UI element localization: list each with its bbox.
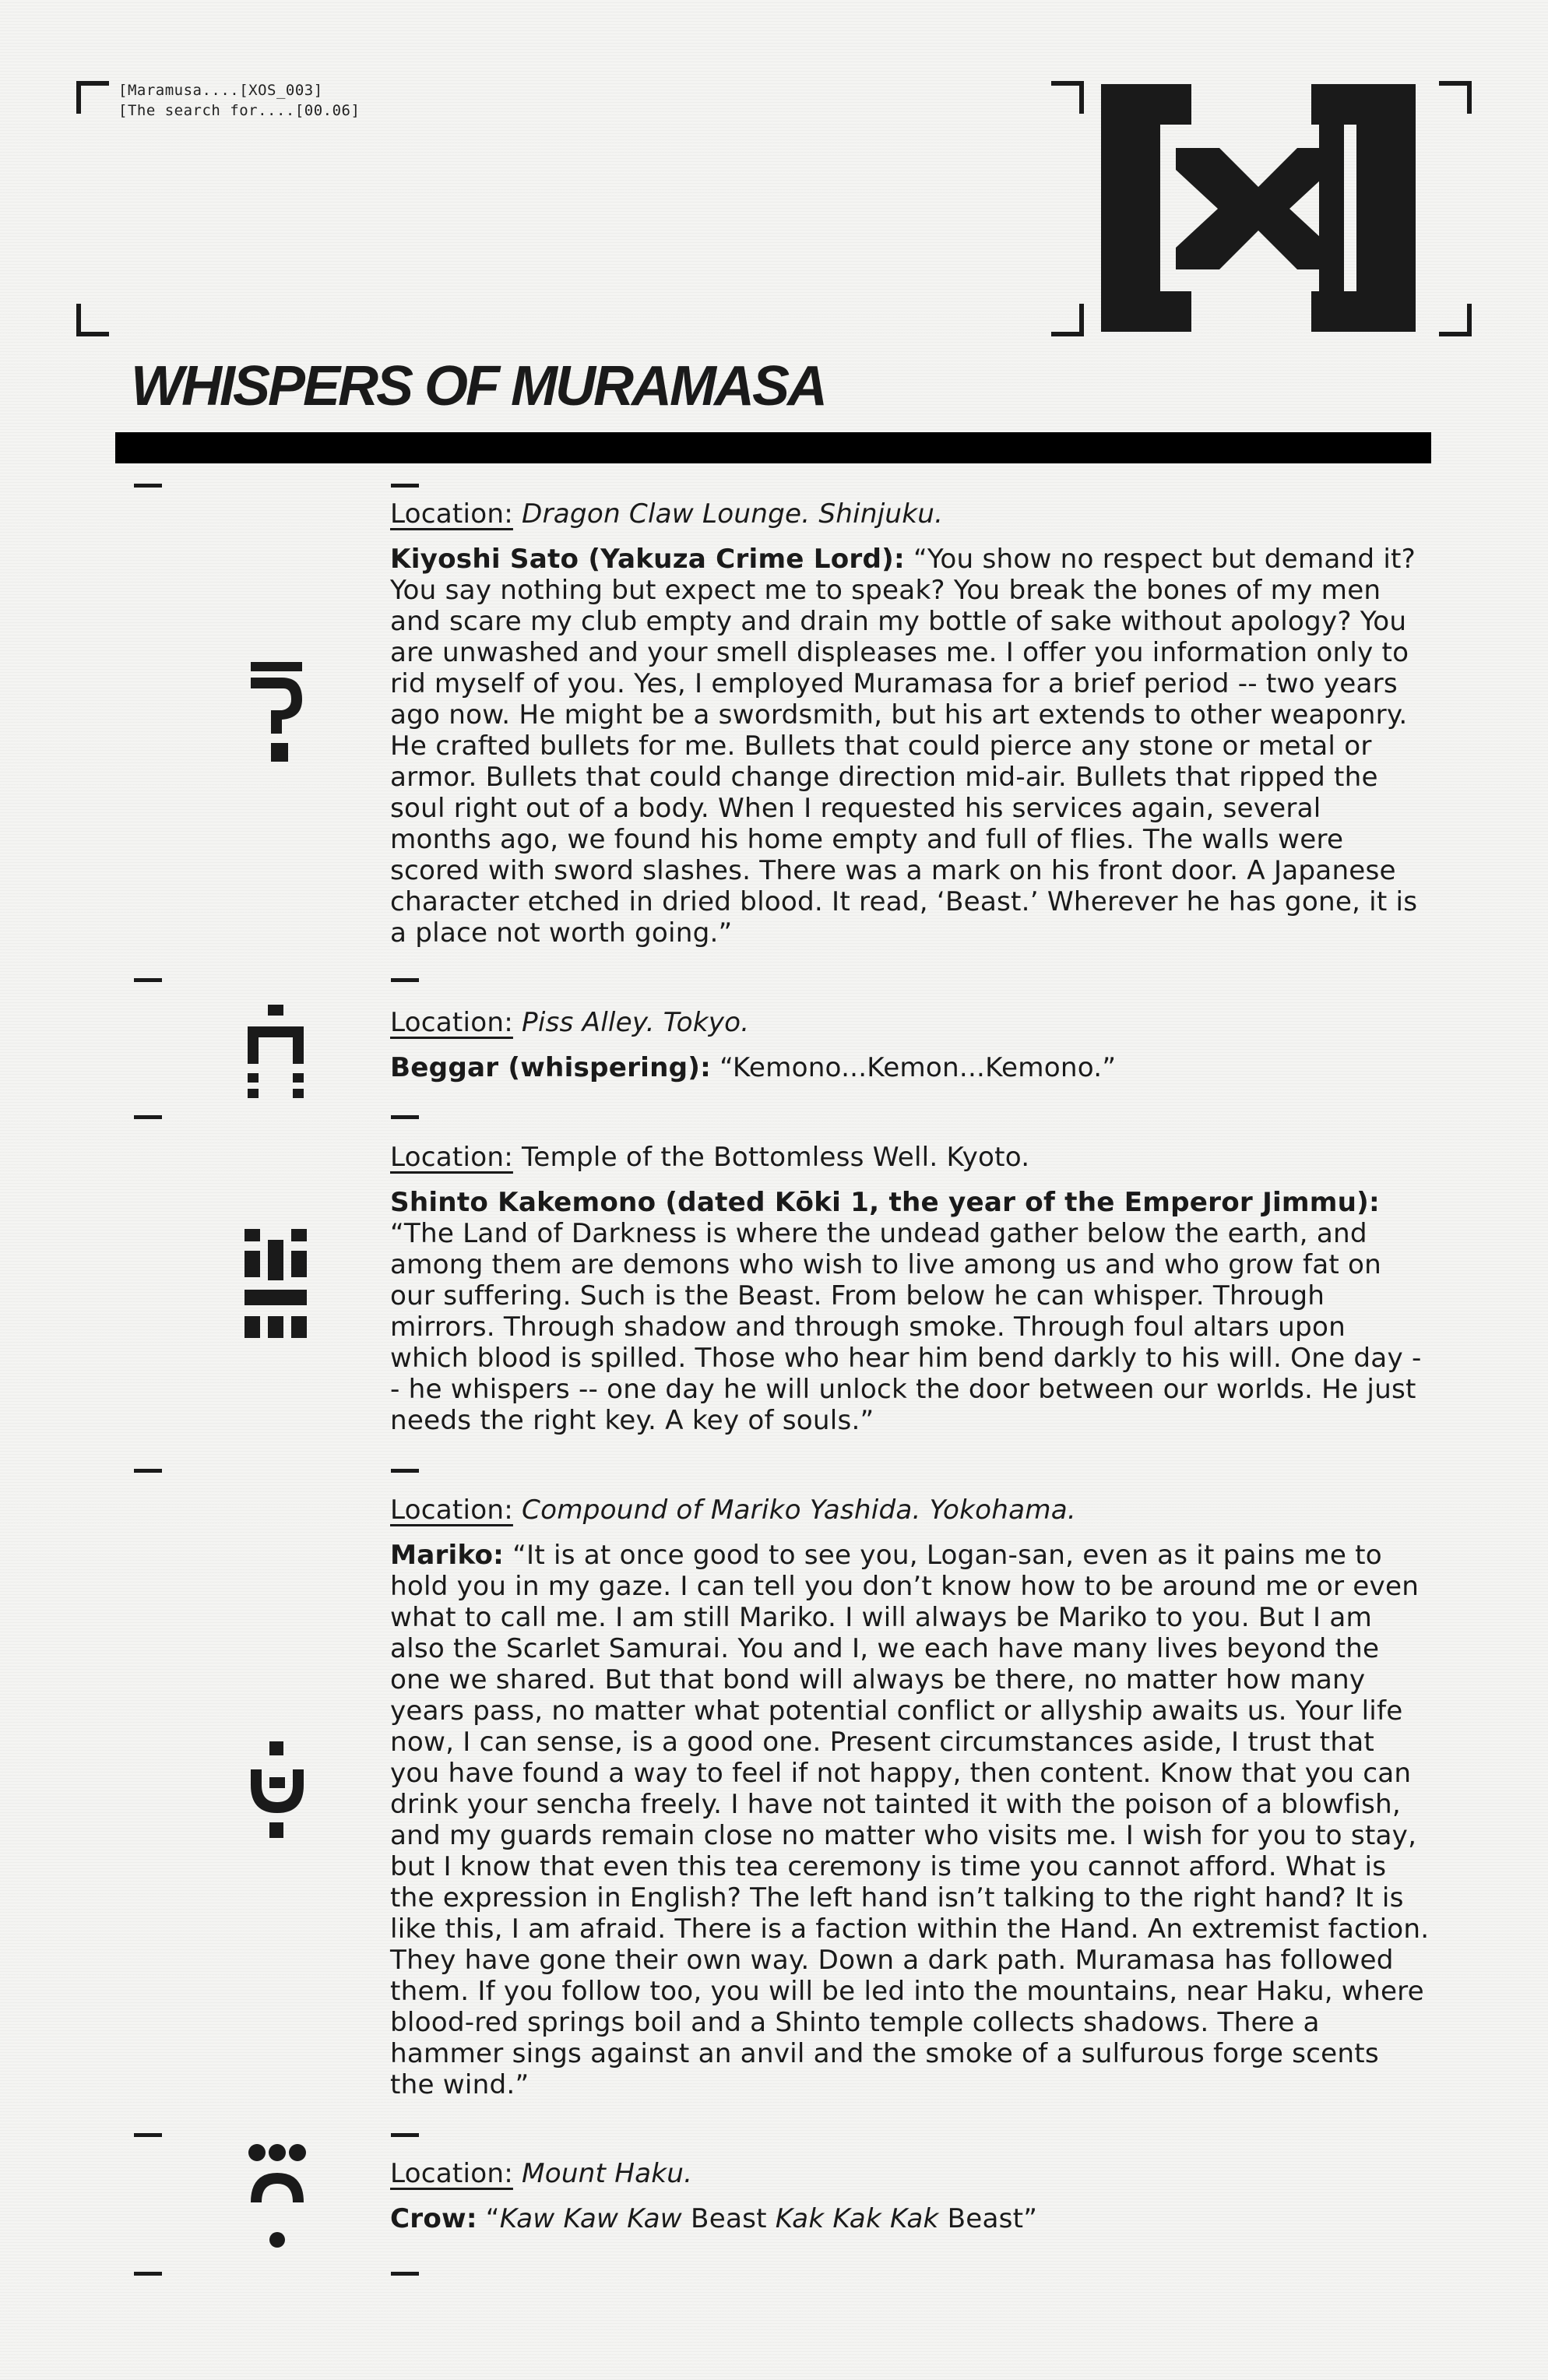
- entry-quote: [390, 1052, 1430, 1083]
- entry-quote: [390, 544, 1430, 949]
- location-label: Location:: [390, 498, 513, 530]
- glyph-question-icon: [249, 662, 304, 771]
- location-label: Location:: [390, 1495, 513, 1526]
- separator-dash: [134, 1115, 162, 1119]
- file-meta: [118, 80, 360, 121]
- location-name: Compound of Mariko Yashida. Yokohama.: [522, 1495, 1076, 1526]
- glyph-bird-icon: [246, 2143, 308, 2252]
- entry-location: [390, 1495, 1430, 1526]
- quote-italic-1: Kaw Kaw Kaw: [499, 2203, 682, 2234]
- separator-dash: [134, 978, 162, 982]
- quote-plain-2: Beast”: [938, 2203, 1038, 2234]
- glyph-arch-icon: [245, 1005, 307, 1098]
- entry-dragon-claw: [390, 498, 1430, 949]
- location-name: Mount Haku.: [522, 2158, 693, 2189]
- speaker-name: Beggar (whispering):: [390, 1052, 711, 1083]
- quote-italic-2: Kak Kak Kak: [775, 2203, 939, 2234]
- location-name: Dragon Claw Lounge. Shinjuku.: [522, 498, 944, 530]
- quote-text: “You show no respect but demand it? You say nothing but expect me to speak? You break the bones of my men and scare my club empty and drain my bottle of sake without apology? You are unwashed and your smell displeases me. I offer you information only to rid myself of you. Yes, I employed Muramasa for a brief period -- two years ago now. He might be a swordsmith, but his art extends to other weaponry. He crafted bullets for me. Bullets that could pierce any stone or metal or armor. Bullets that could change direction mid-air. Bullets that ripped the soul right out of a body. When I requested his services again, several months ago, we found his home empty and full of flies. The walls were scored with sword slashes. There was a mark on his front door. A Japanese character etched in dried blood. It read, ‘Beast.’ Wherever he has gone, it is a place not worth going.”: [390, 544, 1418, 949]
- separator-dash: [391, 2133, 419, 2137]
- separator-dash: [134, 2272, 162, 2276]
- entry-location: [390, 1007, 1430, 1038]
- glyph-face-icon: [246, 1741, 308, 1840]
- separator-dash: [391, 1469, 419, 1473]
- quote-text: “It is at once good to see you, Logan-san, even as it pains me to hold you in my gaze. I can tell you don’t know how to be around me or even what to call me. I am still Mariko. I will always be Mariko to you. But I am also the Scarlet Samurai. You and I, we each have many lives beyond the one we shared. But that bond will always be there, no matter how many years pass, no matter what potential conflict or allyship awaits us. Your life now, I can sense, is a good one. Present circumstances aside, I trust that you have found a way to feel if not happy, then content. Know that you can drink your sencha freely. I have not tainted it with the poison of a blowfish, and my guards remain close no matter who visits me. I wish for you to stay, but I know that even this tea ceremony is time you cannot afford. What is the expression in English? The left hand isn’t talking to the right hand? It is like this, I am afraid. There is a faction within the Hand. An extremist faction. They have gone their own way. Down a dark path. Muramasa has followed them. If you follow too, you will be led into the mountains, near Haku, where blood-red springs boil and a Shinto temple collects shadows. There a hammer sings against an anvil and the smoke of a sulfurous forge scents the wind.”: [390, 1540, 1430, 2100]
- speaker-name: Mariko:: [390, 1540, 505, 1571]
- meta-line-2: [The search for....[00.06]: [118, 102, 361, 119]
- location-label: Location:: [390, 1142, 513, 1173]
- page-title: WHISPERS OF MURAMASA: [131, 355, 825, 417]
- entry-quote: [390, 1540, 1430, 2100]
- location-label: Location:: [390, 2158, 513, 2189]
- corner-bracket-bottom-right: [1051, 304, 1084, 336]
- speaker-name: Crow:: [390, 2203, 477, 2234]
- entry-location: [390, 2158, 1430, 2189]
- title-rule: [115, 432, 1431, 463]
- location-name: Temple of the Bottomless Well. Kyoto.: [522, 1142, 1030, 1173]
- corner-bracket-top-left: [76, 81, 109, 114]
- entry-quote: [390, 1187, 1430, 1436]
- separator-dash: [391, 2272, 419, 2276]
- separator-dash: [134, 484, 162, 488]
- separator-dash: [134, 2133, 162, 2137]
- entry-piss-alley: [390, 1007, 1430, 1083]
- separator-dash: [391, 1115, 419, 1119]
- corner-bracket-bottom-right-outer: [1439, 304, 1472, 336]
- speaker-name: Kiyoshi Sato (Yakuza Crime Lord):: [390, 544, 905, 575]
- meta-line-1: [Maramusa....[XOS_003]: [118, 82, 323, 99]
- corner-bracket-bottom-left: [76, 304, 109, 336]
- separator-dash: [391, 978, 419, 982]
- entry-bottomless-well: [390, 1142, 1430, 1436]
- entry-location: [390, 1142, 1430, 1173]
- entry-mount-haku: [390, 2158, 1430, 2234]
- entry-mariko-compound: [390, 1495, 1430, 2100]
- entry-location: [390, 498, 1430, 530]
- entry-quote: [390, 2203, 1430, 2234]
- corner-bracket-top-right-outer: [1439, 81, 1472, 114]
- location-label: Location:: [390, 1007, 513, 1038]
- location-name: Piss Alley. Tokyo.: [522, 1007, 750, 1038]
- glyph-pillars-icon: [243, 1229, 308, 1340]
- quote-open: “: [485, 2203, 500, 2234]
- separator-dash: [391, 484, 419, 488]
- speaker-name: Shinto Kakemono (dated Kōki 1, the year of the Emperor Jimmu):: [390, 1187, 1380, 1218]
- separator-dash: [134, 1469, 162, 1473]
- x-logo: [1101, 84, 1416, 332]
- quote-text: “The Land of Darkness is where the undead gather below the earth, and among them are demons who wish to live among us and who grow fat on our suffering. Such is the Beast. From below he can whisper. Through mirrors. Through shadow and through smoke. Through foul altars upon which blood is spilled. Those who hear him bend darkly to his will. One day -- he whispers -- one day he will unlock the door between our worlds. He just needs the right key. A key of souls.”: [390, 1218, 1422, 1436]
- quote-text: “Kemono...Kemon...Kemono.”: [719, 1052, 1117, 1083]
- quote-plain-1: Beast: [681, 2203, 776, 2234]
- corner-bracket-top-right: [1051, 81, 1084, 114]
